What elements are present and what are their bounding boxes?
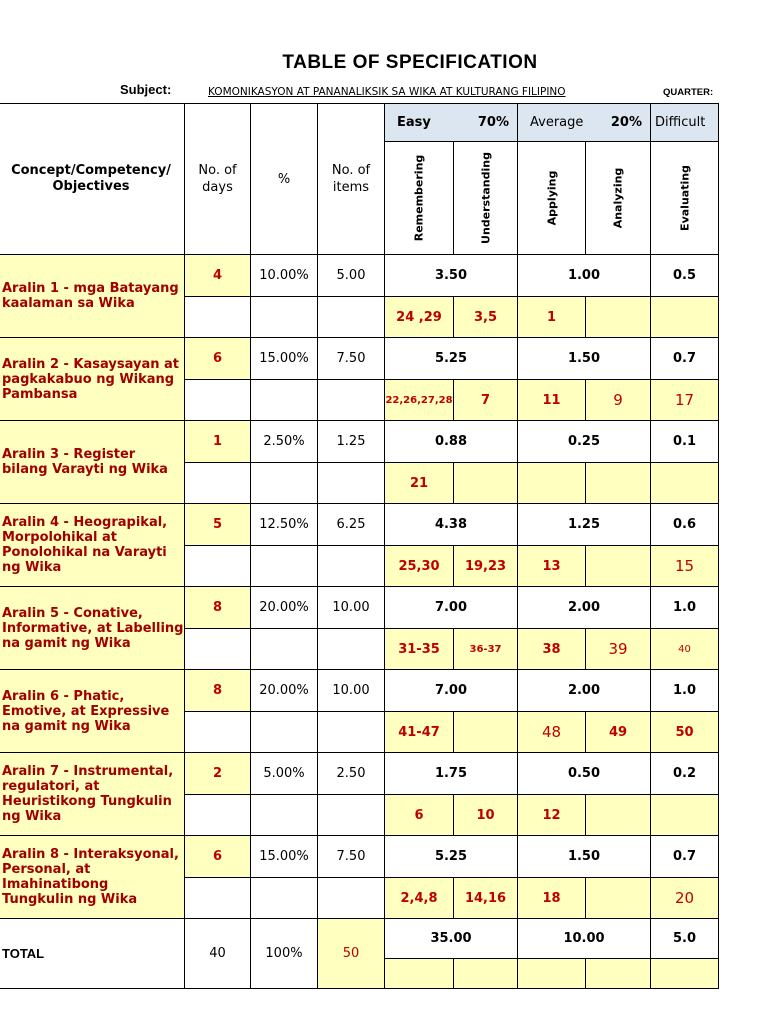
header-difficult [651, 104, 719, 142]
row-days: 8 [185, 670, 251, 712]
row-analyzing-items [586, 297, 651, 338]
row-easy: 5.25 [385, 338, 518, 380]
row-items: 2.50 [318, 753, 385, 795]
row-difficult: 0.6 [651, 504, 719, 546]
row-blank-items [318, 795, 385, 836]
row-concept: Aralin 5 - Conative, Informative, at Labelling na gamit ng Wika [0, 587, 185, 670]
header-row-levels [0, 104, 719, 142]
row-average: 1.50 [518, 836, 651, 878]
row-concept: Aralin 1 - mga Batayang kaalaman sa Wika [0, 255, 185, 338]
row-percent: 20.00% [251, 587, 318, 629]
row-applying-items: 38 [518, 629, 586, 670]
row-remembering-items: 21 [385, 463, 454, 504]
row-percent: 20.00% [251, 670, 318, 712]
table-row [0, 753, 719, 795]
row-blank-percent [251, 795, 318, 836]
row-evaluating-items [651, 297, 719, 338]
row-difficult: 0.2 [651, 753, 719, 795]
row-difficult: 0.1 [651, 421, 719, 463]
row-understanding-items: 7 [454, 380, 518, 421]
row-blank-percent [251, 712, 318, 753]
row-understanding-items: 10 [454, 795, 518, 836]
row-applying-items: 48 [518, 712, 586, 753]
header-remembering: Remembering [385, 142, 454, 255]
row-remembering-items: 24 ,29 [385, 297, 454, 338]
row-items: 5.00 [318, 255, 385, 297]
row-understanding-items: 14,16 [454, 878, 518, 919]
row-percent: 15.00% [251, 338, 318, 380]
row-days: 1 [185, 421, 251, 463]
table-row [0, 504, 719, 546]
row-average: 0.50 [518, 753, 651, 795]
row-items: 7.50 [318, 836, 385, 878]
row-analyzing-items [586, 463, 651, 504]
row-average: 2.00 [518, 587, 651, 629]
header-average [518, 104, 651, 142]
row-days: 5 [185, 504, 251, 546]
row-percent: 2.50% [251, 421, 318, 463]
header-percent: % [251, 104, 318, 255]
total-blank-cell [385, 959, 454, 989]
row-applying-items: 1 [518, 297, 586, 338]
row-blank-items [318, 629, 385, 670]
row-difficult: 0.5 [651, 255, 719, 297]
row-applying-items: 18 [518, 878, 586, 919]
table-row [0, 421, 719, 463]
row-blank-percent [251, 878, 318, 919]
row-easy: 5.25 [385, 836, 518, 878]
table-row [0, 587, 719, 629]
header-concept: Concept/Competency/ Objectives [0, 104, 185, 255]
row-blank-items [318, 712, 385, 753]
row-analyzing-items [586, 795, 651, 836]
row-analyzing-items: 9 [586, 380, 651, 421]
row-days: 6 [185, 836, 251, 878]
row-difficult: 0.7 [651, 836, 719, 878]
row-evaluating-items: 17 [651, 380, 719, 421]
row-analyzing-items [586, 546, 651, 587]
row-blank-items [318, 546, 385, 587]
total-blank-cell [518, 959, 586, 989]
row-evaluating-items [651, 795, 719, 836]
row-blank-percent [251, 629, 318, 670]
header-easy [385, 104, 518, 142]
row-blank-percent [251, 297, 318, 338]
row-blank-percent [251, 463, 318, 504]
header-evaluating: Evaluating [651, 142, 719, 255]
row-concept: Aralin 6 - Phatic, Emotive, at Expressive na gamit ng Wika [0, 670, 185, 753]
row-items: 1.25 [318, 421, 385, 463]
row-days: 2 [185, 753, 251, 795]
row-remembering-items: 31-35 [385, 629, 454, 670]
row-blank-days [185, 380, 251, 421]
row-average: 2.00 [518, 670, 651, 712]
row-concept: Aralin 4 - Heograpikal, Morpolohikal at Ponolohikal na Varayti ng Wika [0, 504, 185, 587]
header-average-label: Average [530, 115, 584, 130]
row-understanding-items: 3,5 [454, 297, 518, 338]
total-items: 50 [318, 919, 385, 989]
row-applying-items: 11 [518, 380, 586, 421]
row-items: 7.50 [318, 338, 385, 380]
header-items: No. of items [318, 104, 385, 255]
row-percent: 12.50% [251, 504, 318, 546]
specification-table [0, 103, 719, 989]
header-difficult-label: Difficult [655, 115, 706, 130]
row-concept: Aralin 7 - Instrumental, regulatori, at Heuristikong Tungkulin ng Wika [0, 753, 185, 836]
row-blank-days [185, 878, 251, 919]
page-title: TABLE OF SPECIFICATION [282, 52, 538, 73]
row-remembering-items: 6 [385, 795, 454, 836]
row-easy: 0.88 [385, 421, 518, 463]
row-difficult: 1.0 [651, 670, 719, 712]
row-blank-days [185, 463, 251, 504]
row-items: 10.00 [318, 670, 385, 712]
row-remembering-items: 41-47 [385, 712, 454, 753]
total-percent: 100% [251, 919, 318, 989]
row-evaluating-items [651, 463, 719, 504]
row-average: 0.25 [518, 421, 651, 463]
header-analyzing: Analyzing [586, 142, 651, 255]
total-average: 10.00 [518, 919, 651, 959]
row-average: 1.00 [518, 255, 651, 297]
total-blank-cell [651, 959, 719, 989]
row-difficult: 0.7 [651, 338, 719, 380]
row-easy: 7.00 [385, 587, 518, 629]
row-easy: 1.75 [385, 753, 518, 795]
row-days: 4 [185, 255, 251, 297]
row-understanding-items: 19,23 [454, 546, 518, 587]
row-blank-percent [251, 380, 318, 421]
row-blank-days [185, 629, 251, 670]
subject-label: Subject: [120, 82, 172, 97]
total-difficult: 5.0 [651, 919, 719, 959]
total-blank-cell [454, 959, 518, 989]
header-applying: Applying [518, 142, 586, 255]
row-evaluating-items: 50 [651, 712, 719, 753]
total-row [0, 919, 719, 959]
subject-value: KOMONIKASYON AT PANANALIKSIK SA WIKA AT KULTURANG FILIPINO [208, 86, 566, 98]
header-easy-label: Easy [397, 115, 431, 130]
total-easy: 35.00 [385, 919, 518, 959]
row-days: 6 [185, 338, 251, 380]
row-blank-items [318, 463, 385, 504]
row-blank-items [318, 878, 385, 919]
row-easy: 4.38 [385, 504, 518, 546]
header-average-percent: 20% [610, 115, 642, 130]
row-applying-items [518, 463, 586, 504]
row-understanding-items [454, 463, 518, 504]
row-understanding-items [454, 712, 518, 753]
table-row [0, 255, 719, 297]
row-average: 1.50 [518, 338, 651, 380]
table-row [0, 338, 719, 380]
row-blank-days [185, 795, 251, 836]
row-remembering-items: 22,26,27,28 [385, 380, 454, 421]
row-blank-days [185, 546, 251, 587]
row-blank-items [318, 380, 385, 421]
row-items: 10.00 [318, 587, 385, 629]
quarter-label: QUARTER: [663, 87, 714, 98]
total-blank-cell [586, 959, 651, 989]
table-row [0, 836, 719, 878]
row-items: 6.25 [318, 504, 385, 546]
row-concept: Aralin 8 - Interaksyonal, Personal, at Imahinatibong Tungkulin ng Wika [0, 836, 185, 919]
row-evaluating-items: 15 [651, 546, 719, 587]
row-remembering-items: 2,4,8 [385, 878, 454, 919]
row-easy: 7.00 [385, 670, 518, 712]
row-evaluating-items: 40 [651, 629, 719, 670]
row-applying-items: 13 [518, 546, 586, 587]
row-difficult: 1.0 [651, 587, 719, 629]
row-blank-items [318, 297, 385, 338]
row-average: 1.25 [518, 504, 651, 546]
header-understanding: Understanding [454, 142, 518, 255]
row-percent: 10.00% [251, 255, 318, 297]
row-percent: 5.00% [251, 753, 318, 795]
row-analyzing-items: 49 [586, 712, 651, 753]
row-understanding-items: 36-37 [454, 629, 518, 670]
row-blank-days [185, 712, 251, 753]
row-concept: Aralin 2 - Kasaysayan at pagkakabuo ng Wikang Pambansa [0, 338, 185, 421]
table-row [0, 670, 719, 712]
row-applying-items: 12 [518, 795, 586, 836]
row-blank-days [185, 297, 251, 338]
total-days: 40 [185, 919, 251, 989]
total-label: TOTAL [0, 919, 185, 989]
row-analyzing-items [586, 878, 651, 919]
row-concept: Aralin 3 - Register bilang Varayti ng Wika [0, 421, 185, 504]
row-percent: 15.00% [251, 836, 318, 878]
header-easy-percent: 70% [477, 115, 509, 130]
row-evaluating-items: 20 [651, 878, 719, 919]
row-easy: 3.50 [385, 255, 518, 297]
row-blank-percent [251, 546, 318, 587]
row-days: 8 [185, 587, 251, 629]
row-analyzing-items: 39 [586, 629, 651, 670]
row-remembering-items: 25,30 [385, 546, 454, 587]
header-days: No. of days [185, 104, 251, 255]
